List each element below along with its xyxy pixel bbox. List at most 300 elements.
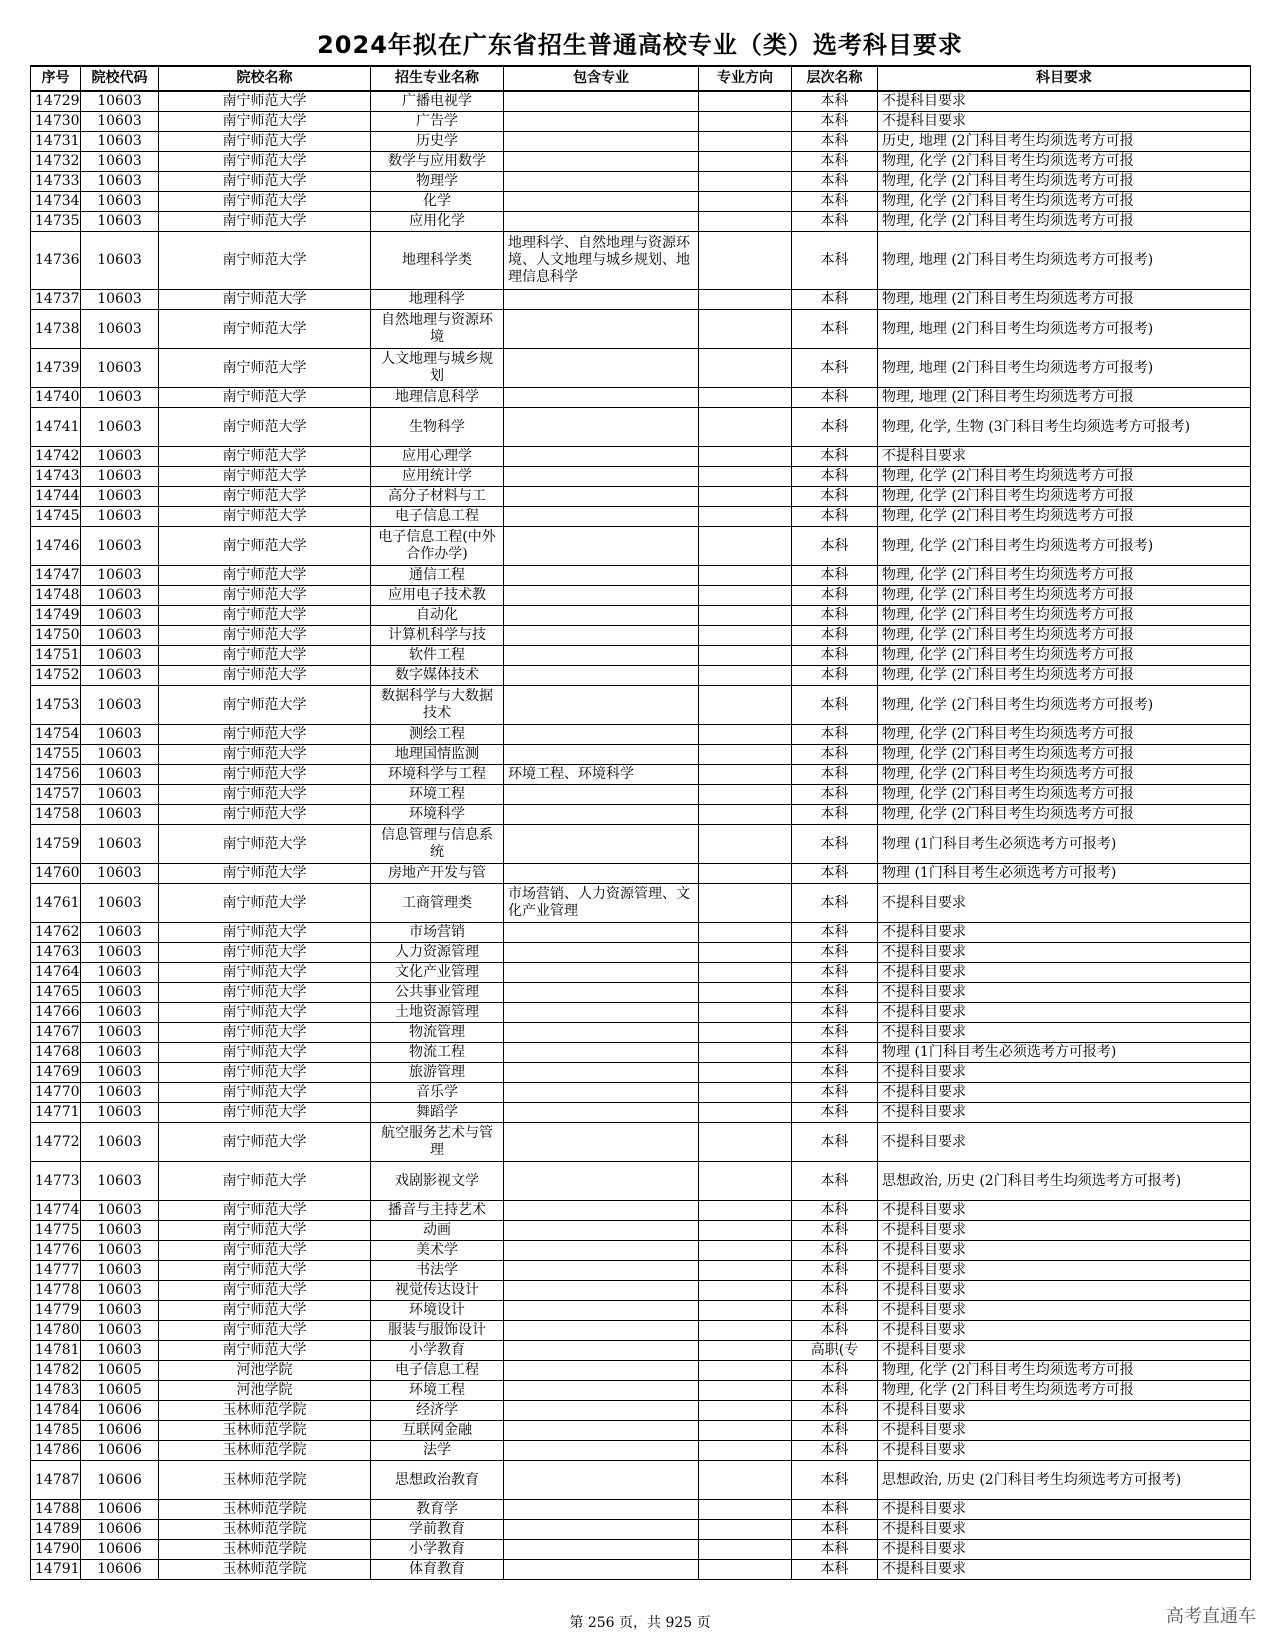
cell-level: 本科 (792, 805, 878, 825)
cell-school-name: 南宁师范大学 (159, 507, 371, 527)
cell-school-code: 10605 (81, 1381, 159, 1401)
cell-major-name: 播音与主持艺术 (371, 1201, 504, 1221)
table-body (31, 91, 1251, 1580)
cell-major-name: 房地产开发与管 (371, 864, 504, 884)
cell-direction (699, 1540, 792, 1560)
table-row (31, 586, 1251, 606)
cell-school-name: 南宁师范大学 (159, 1103, 371, 1123)
cell-major-name: 物理学 (371, 172, 504, 192)
cell-seq: 14744 (31, 487, 81, 507)
table-row (31, 408, 1251, 447)
cell-school-code: 10603 (81, 1083, 159, 1103)
cell-seq: 14779 (31, 1301, 81, 1321)
cell-school-name: 南宁师范大学 (159, 290, 371, 310)
cell-major-name: 计算机科学与技 (371, 626, 504, 646)
cell-school-code: 10603 (81, 825, 159, 864)
cell-subject-req: 物理 (1门科目考生必须选考方可报考) (878, 864, 1251, 884)
cell-major-name: 自然地理与资源环境 (371, 310, 504, 349)
cell-school-name: 南宁师范大学 (159, 1201, 371, 1221)
cell-direction (699, 1441, 792, 1461)
cell-level: 本科 (792, 864, 878, 884)
cell-subject-req: 不提科目要求 (878, 1421, 1251, 1441)
cell-direction (699, 388, 792, 408)
cell-seq: 14784 (31, 1401, 81, 1421)
cell-seq: 14777 (31, 1261, 81, 1281)
cell-direction (699, 963, 792, 983)
cell-school-code: 10603 (81, 388, 159, 408)
cell-level: 本科 (792, 349, 878, 388)
cell-included-majors (504, 408, 699, 447)
cell-school-code: 10603 (81, 666, 159, 686)
cell-school-code: 10603 (81, 132, 159, 152)
table-row (31, 112, 1251, 132)
cell-level: 本科 (792, 91, 878, 112)
cell-major-name: 工商管理类 (371, 884, 504, 923)
cell-major-name: 软件工程 (371, 646, 504, 666)
cell-subject-req: 不提科目要求 (878, 1281, 1251, 1301)
cell-included-majors (504, 1421, 699, 1441)
cell-level: 本科 (792, 527, 878, 566)
cell-subject-req: 不提科目要求 (878, 1560, 1251, 1580)
cell-seq: 14776 (31, 1241, 81, 1261)
cell-seq: 14756 (31, 765, 81, 785)
cell-school-code: 10606 (81, 1441, 159, 1461)
cell-subject-req: 不提科目要求 (878, 112, 1251, 132)
cell-direction (699, 943, 792, 963)
cell-school-code: 10606 (81, 1560, 159, 1580)
cell-included-majors (504, 388, 699, 408)
cell-direction (699, 923, 792, 943)
cell-seq: 14740 (31, 388, 81, 408)
cell-school-name: 南宁师范大学 (159, 586, 371, 606)
cell-level: 本科 (792, 745, 878, 765)
table-row (31, 1103, 1251, 1123)
cell-level: 本科 (792, 408, 878, 447)
cell-major-name: 动画 (371, 1221, 504, 1241)
cell-seq: 14746 (31, 527, 81, 566)
cell-school-code: 10603 (81, 152, 159, 172)
table-row (31, 1401, 1251, 1421)
cell-school-code: 10606 (81, 1461, 159, 1500)
cell-seq: 14767 (31, 1023, 81, 1043)
cell-subject-req: 物理, 地理 (2门科目考生均须选考方可报考) (878, 310, 1251, 349)
cell-major-name: 通信工程 (371, 566, 504, 586)
cell-seq: 14731 (31, 132, 81, 152)
cell-seq: 14763 (31, 943, 81, 963)
cell-subject-req: 不提科目要求 (878, 1321, 1251, 1341)
cell-seq: 14738 (31, 310, 81, 349)
cell-direction (699, 349, 792, 388)
cell-school-name: 南宁师范大学 (159, 1003, 371, 1023)
cell-included-majors (504, 152, 699, 172)
cell-school-code: 10603 (81, 91, 159, 112)
cell-included-majors (504, 864, 699, 884)
cell-included-majors (504, 349, 699, 388)
cell-school-name: 南宁师范大学 (159, 388, 371, 408)
cell-included-majors (504, 132, 699, 152)
cell-major-name: 音乐学 (371, 1083, 504, 1103)
table-row (31, 1063, 1251, 1083)
cell-subject-req: 物理, 化学 (2门科目考生均须选考方可报 (878, 1361, 1251, 1381)
cell-major-name: 环境设计 (371, 1301, 504, 1321)
col-header-included-majors: 包含专业 (504, 66, 699, 91)
cell-school-name: 玉林师范学院 (159, 1461, 371, 1500)
cell-subject-req: 不提科目要求 (878, 1221, 1251, 1241)
cell-included-majors (504, 626, 699, 646)
cell-level: 本科 (792, 212, 878, 232)
cell-direction (699, 152, 792, 172)
cell-level: 本科 (792, 1103, 878, 1123)
cell-level: 本科 (792, 1083, 878, 1103)
page-title: 2024年拟在广东省招生普通高校专业（类）选考科目要求 (317, 31, 963, 59)
cell-level: 本科 (792, 943, 878, 963)
cell-level: 本科 (792, 1421, 878, 1441)
cell-seq: 14753 (31, 686, 81, 725)
cell-direction (699, 1421, 792, 1441)
cell-seq: 14734 (31, 192, 81, 212)
cell-seq: 14757 (31, 785, 81, 805)
table-row (31, 310, 1251, 349)
requirements-table (30, 65, 1251, 1580)
cell-included-majors (504, 1162, 699, 1201)
cell-seq: 14737 (31, 290, 81, 310)
cell-subject-req: 物理, 化学 (2门科目考生均须选考方可报 (878, 765, 1251, 785)
cell-seq: 14729 (31, 91, 81, 112)
cell-subject-req: 不提科目要求 (878, 1103, 1251, 1123)
cell-direction (699, 1003, 792, 1023)
cell-level: 本科 (792, 388, 878, 408)
cell-major-name: 文化产业管理 (371, 963, 504, 983)
cell-school-code: 10603 (81, 1241, 159, 1261)
cell-major-name: 电子信息工程 (371, 1361, 504, 1381)
cell-school-name: 南宁师范大学 (159, 212, 371, 232)
table-row (31, 447, 1251, 467)
cell-included-majors (504, 1023, 699, 1043)
cell-level: 本科 (792, 1281, 878, 1301)
cell-school-name: 南宁师范大学 (159, 606, 371, 626)
cell-seq: 14745 (31, 507, 81, 527)
cell-seq: 14775 (31, 1221, 81, 1241)
cell-major-name: 环境科学 (371, 805, 504, 825)
cell-subject-req: 不提科目要求 (878, 1520, 1251, 1540)
cell-level: 本科 (792, 1003, 878, 1023)
cell-school-code: 10603 (81, 626, 159, 646)
cell-school-code: 10603 (81, 805, 159, 825)
cell-school-name: 南宁师范大学 (159, 943, 371, 963)
cell-major-name: 人文地理与城乡规划 (371, 349, 504, 388)
cell-included-majors: 环境工程、环境科学 (504, 765, 699, 785)
cell-seq: 14765 (31, 983, 81, 1003)
cell-included-majors (504, 527, 699, 566)
table-row (31, 1241, 1251, 1261)
cell-direction (699, 1123, 792, 1162)
cell-level: 本科 (792, 1123, 878, 1162)
cell-level: 本科 (792, 172, 878, 192)
cell-subject-req: 物理, 化学 (2门科目考生均须选考方可报 (878, 152, 1251, 172)
cell-level: 本科 (792, 1321, 878, 1341)
cell-direction (699, 132, 792, 152)
table-row (31, 1560, 1251, 1580)
cell-seq: 14752 (31, 666, 81, 686)
cell-school-code: 10603 (81, 1003, 159, 1023)
cell-major-name: 广告学 (371, 112, 504, 132)
cell-school-code: 10603 (81, 1063, 159, 1083)
cell-school-name: 南宁师范大学 (159, 884, 371, 923)
cell-school-code: 10603 (81, 1221, 159, 1241)
cell-subject-req: 物理, 化学 (2门科目考生均须选考方可报 (878, 626, 1251, 646)
table-row (31, 686, 1251, 725)
cell-included-majors (504, 785, 699, 805)
cell-school-code: 10603 (81, 1201, 159, 1221)
cell-school-name: 南宁师范大学 (159, 805, 371, 825)
cell-seq: 14769 (31, 1063, 81, 1083)
cell-included-majors (504, 1261, 699, 1281)
cell-included-majors (504, 1063, 699, 1083)
cell-school-name: 南宁师范大学 (159, 467, 371, 487)
col-header-level: 层次名称 (792, 66, 878, 91)
cell-school-name: 南宁师范大学 (159, 132, 371, 152)
cell-included-majors: 市场营销、人力资源管理、文化产业管理 (504, 884, 699, 923)
table-row (31, 646, 1251, 666)
cell-level: 本科 (792, 1461, 878, 1500)
cell-school-code: 10603 (81, 785, 159, 805)
cell-school-code: 10603 (81, 1321, 159, 1341)
cell-subject-req: 物理, 化学 (2门科目考生均须选考方可报 (878, 606, 1251, 626)
cell-level: 本科 (792, 785, 878, 805)
cell-direction (699, 1241, 792, 1261)
cell-school-code: 10606 (81, 1401, 159, 1421)
cell-major-name: 视觉传达设计 (371, 1281, 504, 1301)
cell-level: 本科 (792, 232, 878, 290)
cell-school-code: 10603 (81, 943, 159, 963)
cell-seq: 14742 (31, 447, 81, 467)
cell-school-name: 南宁师范大学 (159, 1261, 371, 1281)
cell-subject-req: 物理, 化学 (2门科目考生均须选考方可报 (878, 646, 1251, 666)
cell-direction (699, 1401, 792, 1421)
table-row (31, 1381, 1251, 1401)
cell-level: 本科 (792, 487, 878, 507)
cell-direction (699, 1023, 792, 1043)
cell-seq: 14783 (31, 1381, 81, 1401)
cell-direction (699, 91, 792, 112)
cell-included-majors (504, 963, 699, 983)
cell-seq: 14790 (31, 1540, 81, 1560)
table-row (31, 527, 1251, 566)
cell-subject-req: 物理, 化学 (2门科目考生均须选考方可报考) (878, 527, 1251, 566)
cell-major-name: 历史学 (371, 132, 504, 152)
table-row (31, 349, 1251, 388)
cell-level: 本科 (792, 1441, 878, 1461)
cell-subject-req: 思想政治, 历史 (2门科目考生均须选考方可报考) (878, 1461, 1251, 1500)
cell-major-name: 旅游管理 (371, 1063, 504, 1083)
cell-school-name: 南宁师范大学 (159, 1123, 371, 1162)
cell-subject-req: 思想政治, 历史 (2门科目考生均须选考方可报考) (878, 1162, 1251, 1201)
cell-major-name: 法学 (371, 1441, 504, 1461)
cell-major-name: 人力资源管理 (371, 943, 504, 963)
cell-school-code: 10603 (81, 1123, 159, 1162)
cell-school-name: 南宁师范大学 (159, 1023, 371, 1043)
cell-seq: 14741 (31, 408, 81, 447)
cell-direction (699, 1381, 792, 1401)
cell-school-name: 南宁师范大学 (159, 785, 371, 805)
cell-major-name: 土地资源管理 (371, 1003, 504, 1023)
cell-level: 本科 (792, 884, 878, 923)
cell-level: 本科 (792, 1261, 878, 1281)
cell-direction (699, 666, 792, 686)
cell-seq: 14785 (31, 1421, 81, 1441)
cell-school-code: 10603 (81, 745, 159, 765)
cell-included-majors (504, 805, 699, 825)
cell-direction (699, 1361, 792, 1381)
cell-included-majors (504, 825, 699, 864)
cell-subject-req: 物理, 化学 (2门科目考生均须选考方可报 (878, 467, 1251, 487)
cell-major-name: 戏剧影视文学 (371, 1162, 504, 1201)
cell-major-name: 生物科学 (371, 408, 504, 447)
cell-subject-req: 不提科目要求 (878, 1441, 1251, 1461)
cell-included-majors (504, 1083, 699, 1103)
cell-major-name: 小学教育 (371, 1540, 504, 1560)
cell-direction (699, 192, 792, 212)
cell-school-name: 南宁师范大学 (159, 487, 371, 507)
table-row (31, 805, 1251, 825)
cell-subject-req: 历史, 地理 (2门科目考生均须选考方可报 (878, 132, 1251, 152)
table-row (31, 1301, 1251, 1321)
cell-seq: 14750 (31, 626, 81, 646)
cell-school-code: 10606 (81, 1500, 159, 1520)
cell-school-name: 南宁师范大学 (159, 447, 371, 467)
cell-school-name: 南宁师范大学 (159, 1321, 371, 1341)
cell-direction (699, 1162, 792, 1201)
cell-seq: 14730 (31, 112, 81, 132)
cell-subject-req: 不提科目要求 (878, 91, 1251, 112)
table-row (31, 765, 1251, 785)
cell-school-name: 南宁师范大学 (159, 112, 371, 132)
table-row (31, 725, 1251, 745)
table-row (31, 923, 1251, 943)
cell-direction (699, 310, 792, 349)
cell-subject-req: 不提科目要求 (878, 1261, 1251, 1281)
cell-subject-req: 物理, 地理 (2门科目考生均须选考方可报考) (878, 349, 1251, 388)
cell-school-code: 10603 (81, 1023, 159, 1043)
cell-major-name: 应用统计学 (371, 467, 504, 487)
cell-seq: 14778 (31, 1281, 81, 1301)
cell-subject-req: 物理 (1门科目考生必须选考方可报考) (878, 1043, 1251, 1063)
cell-subject-req: 物理, 化学 (2门科目考生均须选考方可报 (878, 566, 1251, 586)
cell-included-majors (504, 745, 699, 765)
cell-seq: 14735 (31, 212, 81, 232)
cell-included-majors (504, 586, 699, 606)
cell-level: 本科 (792, 1520, 878, 1540)
cell-included-majors (504, 646, 699, 666)
cell-level: 本科 (792, 467, 878, 487)
cell-school-code: 10603 (81, 1301, 159, 1321)
cell-school-code: 10605 (81, 1361, 159, 1381)
cell-included-majors (504, 1441, 699, 1461)
cell-included-majors (504, 1201, 699, 1221)
cell-included-majors (504, 1361, 699, 1381)
cell-major-name: 环境工程 (371, 785, 504, 805)
table-row (31, 785, 1251, 805)
table-row (31, 152, 1251, 172)
table-row (31, 745, 1251, 765)
cell-direction (699, 686, 792, 725)
cell-included-majors (504, 1103, 699, 1123)
cell-school-code: 10603 (81, 686, 159, 725)
cell-direction (699, 725, 792, 745)
cell-included-majors (504, 923, 699, 943)
cell-school-name: 南宁师范大学 (159, 864, 371, 884)
cell-seq: 14782 (31, 1361, 81, 1381)
cell-subject-req: 物理, 化学 (2门科目考生均须选考方可报 (878, 192, 1251, 212)
cell-direction (699, 785, 792, 805)
cell-seq: 14781 (31, 1341, 81, 1361)
cell-school-code: 10603 (81, 232, 159, 290)
cell-seq: 14754 (31, 725, 81, 745)
table-row (31, 1341, 1251, 1361)
cell-level: 本科 (792, 1023, 878, 1043)
cell-level: 高职(专 (792, 1341, 878, 1361)
cell-direction (699, 805, 792, 825)
cell-school-code: 10603 (81, 507, 159, 527)
cell-direction (699, 646, 792, 666)
cell-included-majors (504, 487, 699, 507)
table-row (31, 943, 1251, 963)
col-header-seq: 序号 (31, 66, 81, 91)
cell-subject-req: 物理, 地理 (2门科目考生均须选考方可报考) (878, 232, 1251, 290)
cell-seq: 14766 (31, 1003, 81, 1023)
cell-major-name: 数据科学与大数据技术 (371, 686, 504, 725)
cell-school-name: 河池学院 (159, 1381, 371, 1401)
cell-included-majors (504, 1520, 699, 1540)
cell-direction (699, 112, 792, 132)
cell-subject-req: 物理, 化学 (2门科目考生均须选考方可报 (878, 805, 1251, 825)
cell-school-name: 南宁师范大学 (159, 646, 371, 666)
cell-school-name: 玉林师范学院 (159, 1441, 371, 1461)
cell-included-majors (504, 1500, 699, 1520)
cell-direction (699, 626, 792, 646)
cell-school-code: 10603 (81, 1341, 159, 1361)
cell-included-majors (504, 1281, 699, 1301)
cell-seq: 14732 (31, 152, 81, 172)
cell-school-name: 南宁师范大学 (159, 825, 371, 864)
cell-direction (699, 1103, 792, 1123)
cell-subject-req: 物理, 化学 (2门科目考生均须选考方可报 (878, 785, 1251, 805)
cell-included-majors (504, 447, 699, 467)
cell-school-name: 南宁师范大学 (159, 1241, 371, 1261)
table-row (31, 388, 1251, 408)
cell-included-majors (504, 172, 699, 192)
table-row (31, 1421, 1251, 1441)
col-header-school-name: 院校名称 (159, 66, 371, 91)
cell-school-name: 南宁师范大学 (159, 91, 371, 112)
cell-direction (699, 983, 792, 1003)
brand-watermark: 高考直通车 (1166, 1606, 1256, 1627)
cell-school-code: 10603 (81, 487, 159, 507)
cell-school-code: 10603 (81, 1261, 159, 1281)
cell-included-majors (504, 507, 699, 527)
cell-direction (699, 1083, 792, 1103)
cell-direction (699, 527, 792, 566)
cell-major-name: 小学教育 (371, 1341, 504, 1361)
cell-major-name: 教育学 (371, 1500, 504, 1520)
cell-school-name: 河池学院 (159, 1361, 371, 1381)
cell-major-name: 经济学 (371, 1401, 504, 1421)
cell-included-majors (504, 1241, 699, 1261)
cell-major-name: 地理国情监测 (371, 745, 504, 765)
cell-major-name: 数字媒体技术 (371, 666, 504, 686)
cell-included-majors (504, 1401, 699, 1421)
cell-major-name: 书法学 (371, 1261, 504, 1281)
